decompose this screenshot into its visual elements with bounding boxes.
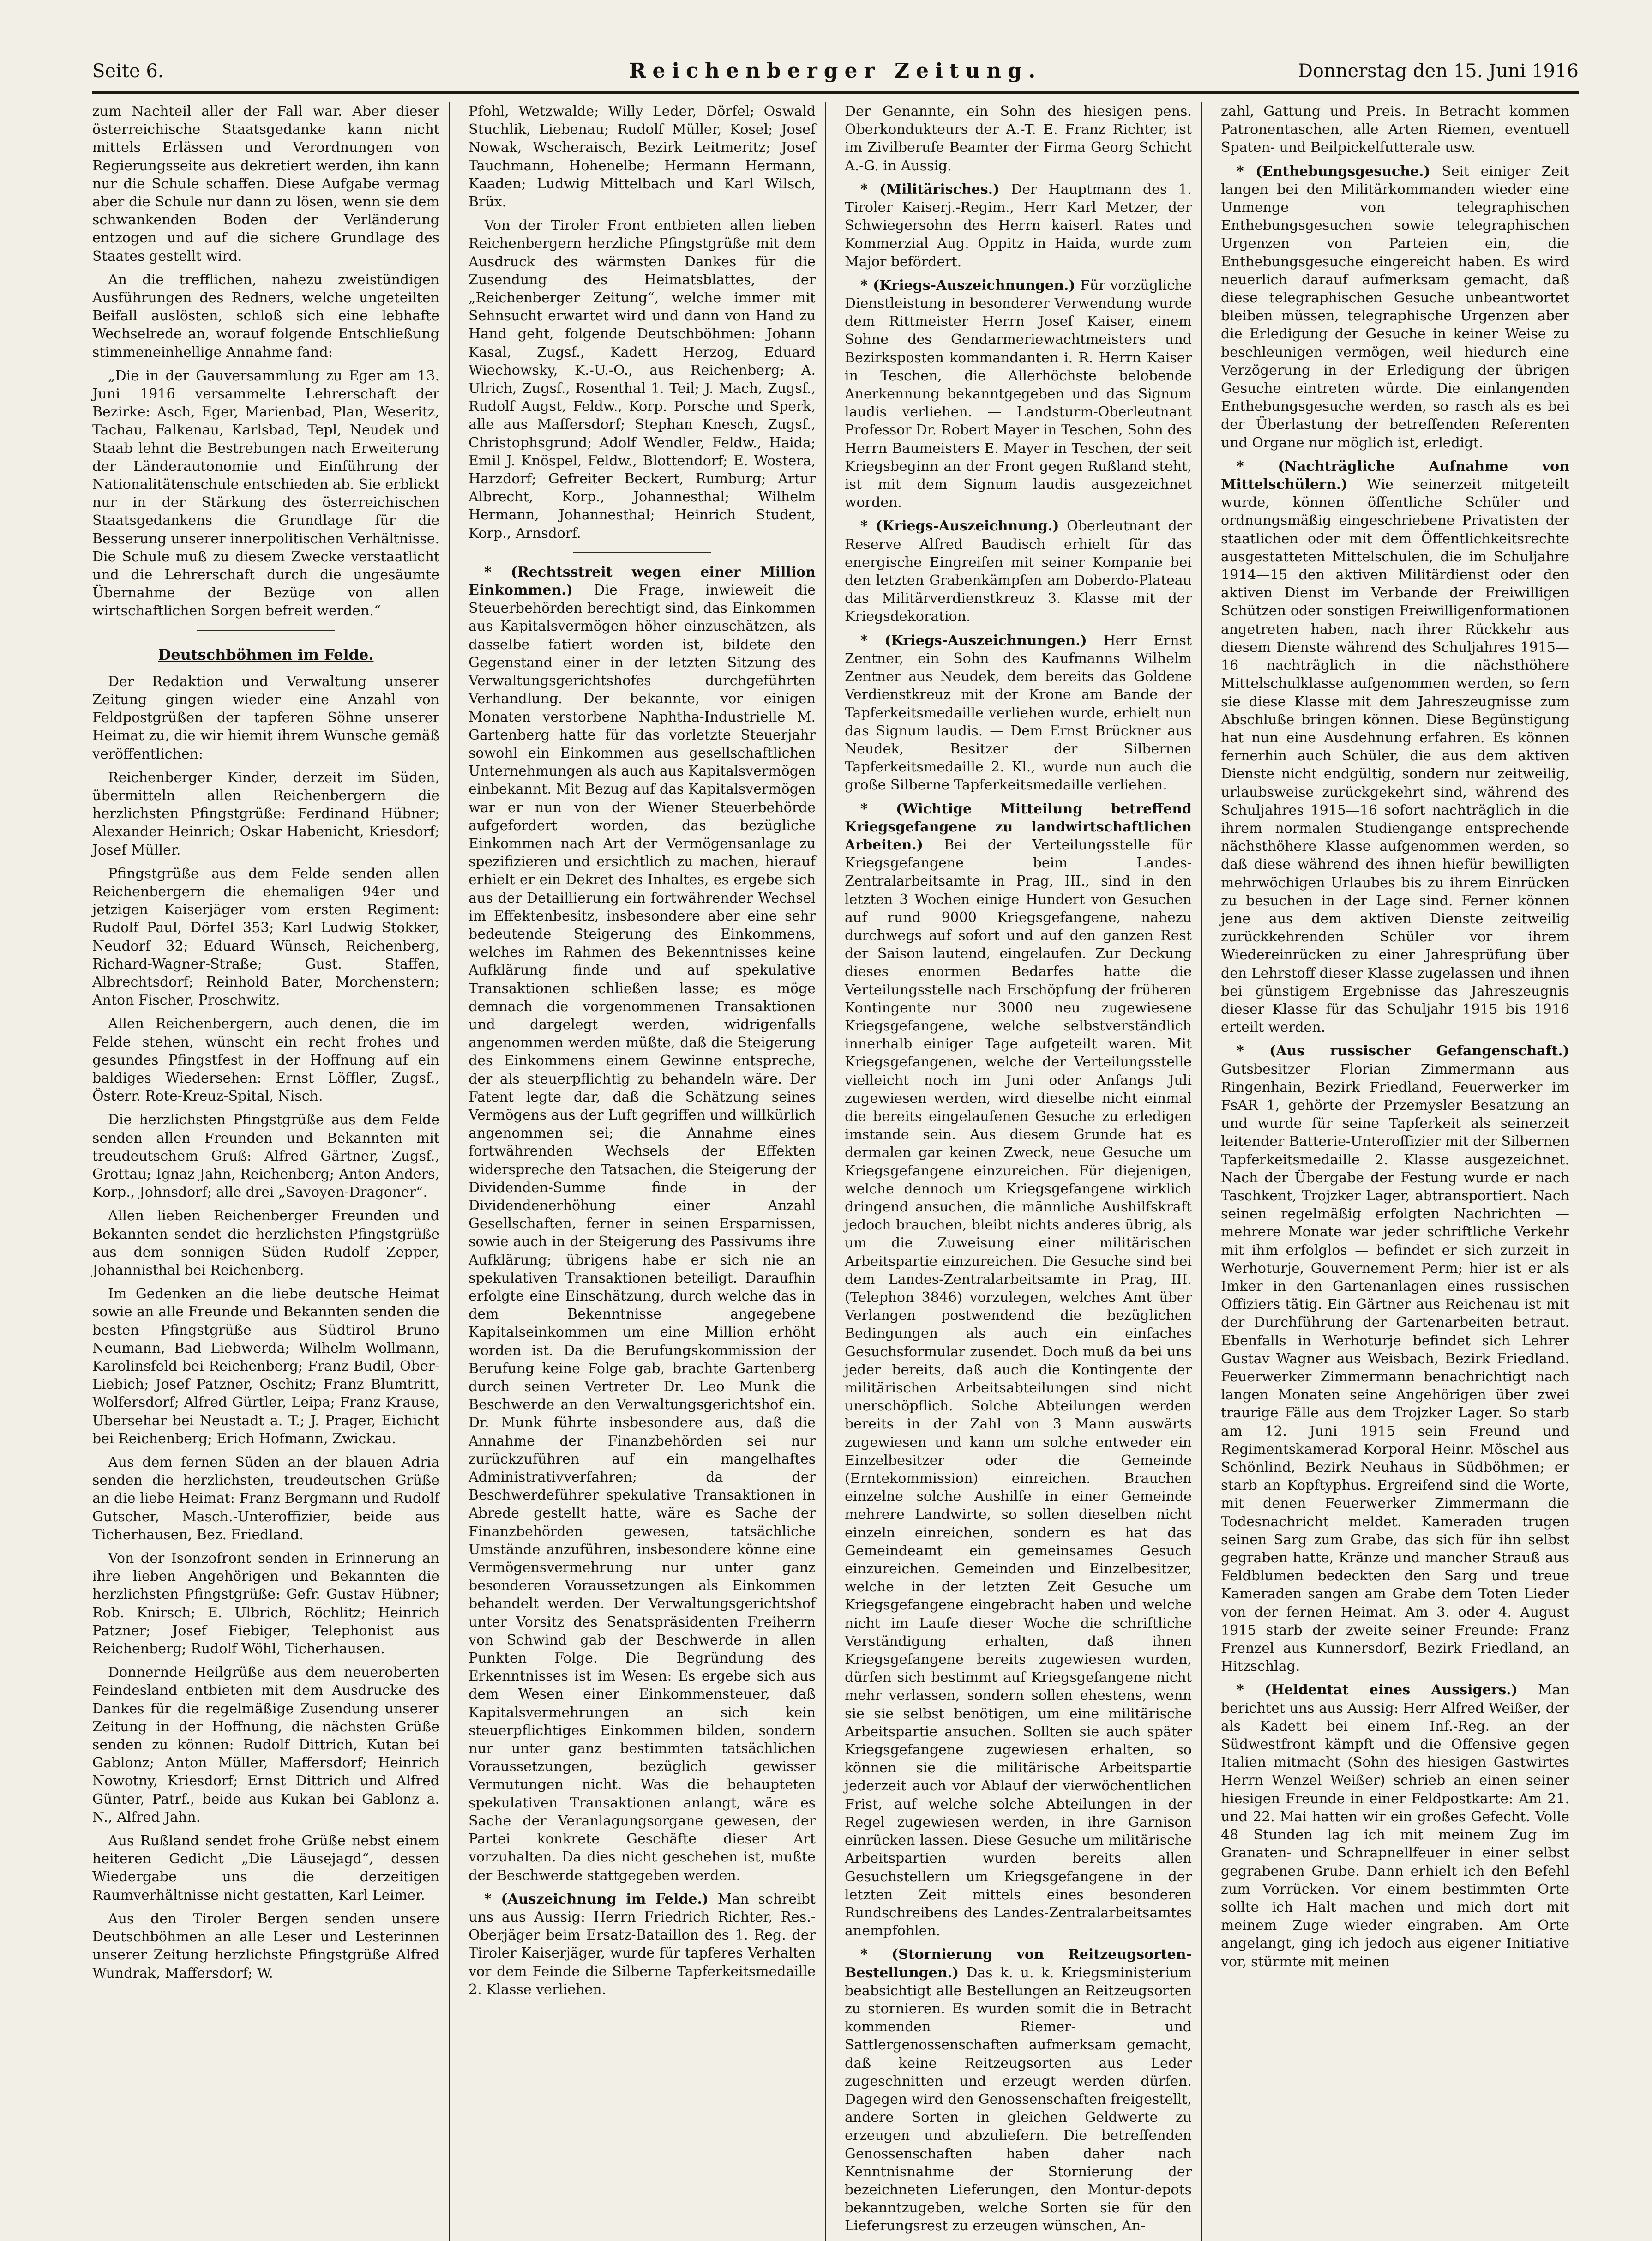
item-kicker: * (Stornierung von Reitzeugsorten-Bestellungen.) — [845, 1946, 1192, 1981]
news-item — [1221, 1042, 1569, 1675]
news-item — [469, 563, 816, 1885]
greeting-entry: Allen Reichenbergern, auch denen, die im Felde stehen, wünscht ein recht frohes und gesundes Pfingstfest in der Hoffnung auf ein baldiges Wiedersehen: Ernst Löffler, Zugsf., Österr. Rote-Kreuz-Spital, Nisch. — [92, 1016, 439, 1105]
news-item — [845, 181, 1192, 271]
item-body: Für vorzügliche Dienstleistung in besonderer Verwendung wurde dem Rittmeister Herrn Josef Kaiser, einem Sohne des Gendarmeriewachtmeisters und Bezirksposten kommandanten i. R. Herrn Kaiser in Teschen, die Allerhöchste belobende Anerkennung bekanntgegeben und das Signum laudis verliehen. — Landsturm-Oberleutnant Professor Dr. Robert Mayer in Teschen, Sohn des Herrn Baumeisters E. Mayer in Teschen, der seit Kriegsbeginn an der Front gegen Rußland steht, ist mit dem Signum laudis ausgezeichnet worden. — [845, 277, 1192, 511]
page-number: Seite 6. — [92, 60, 164, 82]
article-text: Der Redaktion und Verwaltung unserer Zeitung gingen wieder eine Anzahl von Feldpostgrüßen der tapferen Söhne unserer Heimat zu, die wir hiemit ihrem Wunsche gemäß veröffentlichen: — [92, 673, 439, 762]
item-kicker: * (Rechtsstreit wegen einer Million Einkommen.) — [469, 564, 816, 599]
column-1 — [92, 102, 450, 2241]
item-kicker: * (Heldentat eines Aussigers.) — [1237, 1682, 1518, 1699]
paper-title: Reichenberger Zeitung. — [629, 59, 1042, 83]
item-body: Bei der Verteilungsstelle für Kriegsgefangene beim Landes-Zentralarbeitsamte in Prag, III., sind in den letzten 3 Wochen einige Hundert von Gesuchen auf rund 9000 Kriegsgefangene, nahezu durchwegs auf sofort und auf den ganzen Rest der Saison lautend, eingelaufen. Zur Deckung dieses enormen Bedarfes hatte die Verteilungsstelle nach Erschöpfung der früheren Kontingente nur 3000 neu zugewiesene Kriegsgefangene, welche selbstverständlich innerhalb einiger Tage aufgeteilt waren. Mit Kriegsgefangenen, welche der Verteilungsstelle vielleicht noch im Juni oder Anfangs Juli zugewiesen werden, wird dieselbe nicht einmal die bereits eingelaufenen Gesuche zu erledigen imstande sein. Aus diesem Grunde hat es dermalen gar keinen Zweck, neue Gesuche um Kriegsgefangene einzureichen. Für diejenigen, welche dennoch um Kriegsgefangene wirklich dringend ansuchen, die männliche Aushilfskraft jedoch brauchen, bleibt nichts anderes übrig, als um die Zuweisung einer militärischen Arbeitspartie einzureichen. Die Gesuche sind bei dem Landes-Zentralarbeitsamte in Prag, III. (Telephon 3846) vorzulegen, welches Amt über Verlangen postwendend die bezüglichen Bedingungen als auch ein einfaches Gesuchsformular zusendet. Doch muß da bei uns jeder bereits, daß auch die Kontingente der militärischen Arbeitsabteilungen sind nicht unerschöpflich. Solche Abteilungen werden bereits in der Zahl von 3 Mann auswärts zugewiesen und kann um solche entweder ein Einzelbesitzer oder die Gemeinde (Erntekommission) einreichen. Brauchen einzelne solche Aushilfe in einer Gemeinde mehrere Landwirte, so sollen dieselben nicht einzeln einreichen, sondern es hat das Gemeindeamt ein gemeinsames Gesuch einzureichen. Gemeinden und Einzelbesitzer, welche in der letzten Zeit Gesuche um Kriegsgefangene eingebracht haben und welche nicht im Laufe dieser Woche die schriftliche Verständigung erhalten, daß ihnen Kriegsgefangene bereits zugewiesen wurden, dürfen sich bestimmt auf Kriegsgefangene nicht mehr verlassen, sondern sollen ehestens, wenn sie sie selbst benötigen, um eine militärische Arbeitspartie ansuchen. Sollten sie auch später Kriegsgefangene zugewiesen erhalten, so können sie die militärische Arbeitspartie jederzeit auch vor Ablauf der vierwöchentlichen Frist, auf welche solche Abteilungen in der Regel zugewiesen werden, in ihre Garnison einrücken lassen. Diese Gesuche um militärische Arbeitspartien wurden bereits allen Gesuchstellern um Kriegsgefangene in der letzten Zeit mittels eines besonderen Rundschreibens des Landes-Zentralarbeitsamtes anempfohlen. — [845, 837, 1192, 1940]
article-text: zahl, Gattung und Preis. In Betracht kommen Patronentaschen, alle Arten Riemen, eventuell Spaten- und Beilpickelfutterale usw. — [1221, 103, 1569, 156]
greeting-entry: Die herzlichsten Pfingstgrüße aus dem Felde senden allen Freunden und Bekannten mit treudeutschem Gruß: Alfred Gärtner, Zugsf., Grottau; Ignaz Jahn, Reichenberg; Anton Anders, Korp., Johnsdorf; alle drei „Savoyen-Dragoner“. — [92, 1112, 439, 1201]
news-item — [469, 1890, 816, 1999]
resolution-quote: „Die in der Gauversammlung zu Eger am 13. Juni 1916 versammelte Lehrerschaft der Bezirke: Asch, Eger, Marienbad, Plan, Weseritz, Tachau, Falkenau, Karlsbad, Tepl, Neudek und Staab lehnt die Bestrebungen nach Erweiterung der Länderautonomie und Einführung der Nationalitätenschule entschieden ab. Sie erblickt nur in der Stärkung des österreichischen Staatsgedankens die Grundlage für die Besserung unserer innerpolitischen Verhältnisse. Die Schule muß zu diesem Zwecke verstaatlicht und die Lehrerschaft durch die ungesäumte Übernahme der Bezüge von allen wirtschaftlichen Sorgen befreit werden.“ — [92, 367, 439, 620]
greeting-entry: Donnernde Heilgrüße aus dem neueroberten Feindesland entbieten mit dem Ausdrucke des Dankes für die regelmäßige Zusendung unserer Zeitung in der Hoffnung, die nächsten Grüße senden zu können: Rudolf Dittrich, Kutan bei Gablonz; Anton Müller, Maffersdorf; Heinrich Nowotny, Kriesdorf; Ernst Dittrich und Alfred Günter, Patrf., beide aus Kukan bei Gablonz a. N., Alfred Jahn. — [92, 1664, 439, 1825]
item-body: Die Frage, inwieweit die Steuerbehörden berechtigt sind, das Einkommen aus Kapitalsvermögen höher einzuschätzen, als dasselbe fatiert worden ist, bildete den Gegenstand einer in der letzten Sitzung des Verwaltungsgerichtshofes durchgeführten Verhandlung. Der bekannte, vor einigen Monaten verstorbene Naphtha-Industrielle M. Gartenberg hatte für das vorletzte Steuerjahr sowohl ein Einkommen aus gesellschaftlichen Unternehmungen als auch aus Kapitalsvermögen einbekannt. Mit Bezug auf das Kapitalsvermögen war er nun von der Wiener Steuerbehörde aufgefordert worden, das bezügliche Einkommen nach Art der Vermögensanlage zu spezifizieren und ersichtlich zu machen, hierauf erhielt er ein Dekret des Inhaltes, es ergebe sich aus der Detaillierung ein fortwährender Wechsel im Effektenbesitz, insbesondere aber eine sehr bedeutende Steigerung des Einkommens, welches im Rahmen des Bekenntnisses keine Aufklärung finde und auf spekulative Transaktionen schließen lasse; es möge demnach die vorgenommenen Transaktionen und dargelegt werden, widrigenfalls angenommen werden müßte, daß die Steigerung des Einkommens einem Gewinne entspreche, der als steuerpflichtig zu behandeln wäre. Der Fatent legte dar, daß die Schätzung seines Vermögens aus der Luft gegriffen und willkürlich angenommen sei; die Annahme eines fortwährenden Wechsels der Effekten widerspreche den Tatsachen, die Steigerung der Dividenden-Summe finde in der Dividendenerhöhung einer Anzahl Gesellschaften, ferner in seinen Ersparnissen, sowie auch in der Steigerung des Passivums ihre Aufklärung; übrigens habe er sich nie an spekulativen Transaktionen beteiligt. Daraufhin erfolgte eine Einschätzung, durch welche das in dem Bekenntnisse angegebene Kapitalseinkommen um eine Million erhöht worden ist. Da die Berufungskommission der Berufung keine Folge gab, brachte Gartenberg durch seinen Vertreter Dr. Leo Munk die Beschwerde an den Verwaltungsgerichtshof ein. Dr. Munk führte insbesondere aus, daß die Annahme der Finanzbehörden sei nur zurückzuführen auf ein mangelhaftes Administrativverfahren; da der Beschwerdeführer spekulative Transaktionen in Abrede gestellt hatte, wäre es Sache der Finanzbehörden gewesen, tatsächliche Umstände anzuführen, insbesondere könne eine Vermögensvermehrung nur unter ganz besonderen Voraussetzungen als Einkommen behandelt werden. Der Verwaltungsgerichtshof unter Vorsitz des Senatspräsidenten Freiherrn von Schwind gab der Beschwerde in allen Punkten Folge. Die Begründung des Erkenntnisses ist im Wesen: Es ergebe sich aus dem Wesen einer Einkommensteuer, daß Kapitalsvermehrungen an sich kein steuerpflichtiges Einkommen bilden, sondern nur unter ganz bestimmten tatsächlichen Voraussetzungen, bezüglich gewisser Vermutungen nicht. Was die behaupteten spekulativen Transaktionen anlangt, wäre es Sache der Veranlagungsorgane gewesen, der Partei konkrete Geschäfte dieser Art vorzuhalten. Da dies nicht geschehen ist, mußte der Beschwerde stattgegeben werden. — [469, 582, 816, 1884]
greeting-entry: Von der Isonzofront senden in Erinnerung an ihre lieben Angehörigen und Bekannten die herzlichsten Pfingstgrüße: Gefr. Gustav Hübner; Rob. Knirsch; E. Ulbrich, Röchlitz; Heinrich Patzner; Josef Fiebiger, Telephonist aus Reichenberg; Rudolf Wöhl, Ticherhausen. — [92, 1550, 439, 1657]
greeting-entry: Pfingstgrüße aus dem Felde senden allen Reichenbergern die ehemaligen 94er und jetzigen Kaiserjäger vom ersten Regiment: Rudolf Paul, Dörfel 353; Karl Ludwig Stokker, Neudorf 32; Eduard Wünsch, Reichenberg, Richard-Wagner-Straße; Gust. Staffen, Albrechtsdorf; Reinhold Bater, Morchenstern; Anton Fischer, Proschwitz. — [92, 865, 439, 1009]
greeting-entry: Im Gedenken an die liebe deutsche Heimat sowie an alle Freunde und Bekannten senden die besten Pfingstgrüße aus Südtirol Bruno Neumann, Bad Liebwerda; Wilhelm Wollmann, Karolinsfeld bei Reichenberg; Franz Budil, Ober-Liebich; Josef Patzner, Oschitz; Franz Blumtritt, Wolfersdorf; Alfred Gürtler, Leipa; Franz Krause, Ubersehar bei Neustadt a. T.; J. Prager, Eichicht bei Reichenberg; Erich Hofmann, Zwickau. — [92, 1286, 439, 1447]
news-item — [1221, 163, 1569, 452]
greeting-entry: Von der Tiroler Front entbieten allen lieben Reichenbergern herzliche Pfingstgrüße mit dem Ausdruck des wärmsten Dankes für die Zusendung des Heimatsblattes, der „Reichenberger Zeitung“, welche immer mit Sehnsucht erwartet wird und dann von Hand zu Hand geht, folgende Deutschböhmen: Johann Kasal, Zugsf., Kadett Herzog, Eduard Wiechowsky, K.-U.-O., aus Reichenberg; A. Ulrich, Zugsf., Rosenthal 1. Teil; J. Mach, Zugsf., Rudolf Augst, Feldw., Korp. Porsche und Sperk, alle aus Maffersdorf; Stephan Knesch, Zugsf., Christophsgrund; Adolf Wendler, Feldw., Haida; Emil J. Knöspel, Feldw., Blottendorf; E. Wostera, Harzdorf; Gefreiter Beckert, Rumburg; Artur Albrecht, Korp., Johannesthal; Wilhelm Hermann, Johannesthal; Heinrich Student, Korp., Arnsdorf. — [469, 217, 816, 542]
item-kicker: * (Auszeichnung im Felde.) — [484, 1891, 709, 1907]
news-item — [1221, 1681, 1569, 1970]
item-kicker: * (Enthebungsgesuche.) — [1237, 163, 1430, 180]
issue-date: Donnerstag den 15. Juni 1916 — [1298, 60, 1579, 82]
news-item — [845, 632, 1192, 795]
greeting-entry: Reichenberger Kinder, derzeit im Süden, übermitteln allen Reichenbergern die herzlichsten Pfingstgrüße: Ferdinand Hübner; Alexander Heinrich; Oskar Habenicht, Kriesdorf; Josef Müller. — [92, 769, 439, 858]
news-item — [1221, 458, 1569, 1037]
news-item — [845, 517, 1192, 626]
item-kicker: * (Kriegs-Auszeichnung.) — [860, 518, 1059, 535]
item-kicker: * (Aus russischer Gefangenschaft.) — [1237, 1043, 1569, 1060]
greeting-entry: Aus Rußland sendet frohe Grüße nebst einem heiteren Gedicht „Die Läusejagd“, dessen Wiedergabe uns die derzeitigen Raumverhältnisse nicht gestatten, Karl Leimer. — [92, 1833, 439, 1904]
item-body: Gutsbesitzer Florian Zimmermann aus Ringenhain, Bezirk Friedland, Feuerwerker im FsAR 1, gehörte der Przemysler Besatzung an und wurde für seine Tapferkeit als seinerzeit leitender Batterie-Unteroffizier mit der Silbernen Tapferkeitsmedaille 2. Klasse ausgezeichnet. Nach der Übergabe der Festung wurde er nach Taschkent, Trojzker Lager, abtransportiert. Nach seinen regelmäßig erfolgten Nachrichten — mehrere Monate war jeder schriftliche Verkehr mit ihm erfolglos — befindet er sich zurzeit in Werhoturje, Gouvernement Perm; hier ist er als Imker in den Gartenanlagen eines russischen Offiziers tätig. Ein Gärtner aus Reichenau ist mit der Durchführung der Gartenarbeiten betraut. Ebenfalls in Werhoturje befindet sich Lehrer Gustav Wagner aus Weisbach, Bezirk Friedland. Feuerwerker Zimmermann benachrichtigt nach langen Monaten seine Angehörigen über zwei traurige Fälle aus dem Trojzker Lager. So starb am 12. Juni 1915 sein Freund und Regimentskamerad Korporal Heinr. Möschel aus Schönlind, Bezirk Neuhaus in Südböhmen; er starb an Kopftyphus. Ergreifend sind die Worte, mit denen Feuerwerker Zimmermann die Todesnachricht meldet. Kameraden trugen seinen Sarg zum Grabe, das sich für ihn selbst gegraben hatte, Kränze und mancher Strauß aus Feldblumen bedeckten den Sarg und treue Kameraden sangen am Grabe dem Toten Lieder von der fernen Heimat. Am 3. oder 4. August 1915 starb der zweite seiner Freunde: Franz Frenzel aus Kunnersdorf, Bezirk Friedland, an Hitzschlag. — [1221, 1061, 1569, 1675]
item-kicker: * (Kriegs-Auszeichnungen.) — [860, 277, 1075, 294]
item-kicker: * (Nachträgliche Aufnahme von Mittelschülern.) — [1221, 458, 1569, 493]
item-body: Wie seinerzeit mitgeteilt wurde, können öffentliche Schüler und ordnungsmäßig eingeschriebene Privatisten der staatlichen oder mit dem Öffentlichkeitsrechte ausgestatteten Mittelschulen, die im Schuljahre 1914—15 den aktiven Militärdienst oder den aktiven Dienst im Verbande der Freiwilligen Schützen oder sonstigen Freiwilligenformationen angetreten haben, nach ihrer Rückkehr aus diesem Dienste während des Schuljahres 1915—16 nachträglich in die nächsthöhere Mittelschulklasse aufgenommen werden, so fern sie diese Klasse mit dem Jahreszeugnisse zum Abschluße bringen können. Diese Begünstigung hat nun eine Ausdehnung erfahren. Es können fernerhin auch Schüler, die aus dem aktiven Dienste nicht endgültig, sondern nur zeitweilig, urlaubsweise zurückgekehrt sind, während des Schuljahres 1915—16 sofort nachträglich in die ihrem normalen Studiengange entsprechende nächsthöhere Klasse aufgenommen werden, so daß diese während des ihnen hiefür bewilligten mehrwöchigen Urlaubes bis zu ihrem Einrücken zu besuchen in der Lage sind. Ferner können jene aus dem aktiven Dienste zeitweilig zurückkehrenden Schüler vor ihrem Wiedereinrücken zu einer Jahresprüfung über den Lehrstoff dieser Klasse zugelassen und ihnen bei günstigem Ergebnisse das Jahreszeugnis dieser Klasse für das Schuljahr 1915 bis 1916 erteilt werden. — [1221, 476, 1569, 1036]
item-body: Seit einiger Zeit langen bei den Militärkommanden wieder eine Unmenge von telegraphischen Enthebungsgesuchen sowie telegraphischen Urgenzen von Parteien ein, die Enthebungsgesuche eingereicht haben. Es wird neuerlich darauf aufmerksam gemacht, daß diese telegraphischen Gesuche unbeantwortet bleiben müssen, telegraphische Urgenzen aber die Erledigung der Gesuche in keiner Weise zu beschleunigen vermögen, weil hiedurch eine Verzögerung in der Erledigung der übrigen Gesuche eintreten würde. Die einlangenden Enthebungsgesuche werden, so rasch als es bei der Überlastung der betreffenden Referenten und Organe nur möglich ist, erledigt. — [1221, 163, 1569, 451]
greeting-entry: Pfohl, Wetzwalde; Willy Leder, Dörfel; Oswald Stuchlik, Liebenau; Rudolf Müller, Kosel; Josef Nowak, Wscheraisch, Bezirk Leitmeritz; Josef Tauchmann, Hohenelbe; Hermann Hermann, Kaaden; Ludwig Mittelbach und Karl Wilsch, Brüx. — [469, 103, 816, 211]
masthead — [92, 54, 1579, 94]
item-body: Der Hauptmann des 1. Tiroler Kaiserj.-Regim., Herr Karl Metzer, der Schwiegersohn des Herrn kaiserl. Rates und Kommerzial Aug. Oppitz in Haida, wurde zum Major befördert. — [845, 181, 1192, 270]
item-kicker: * (Militärisches.) — [860, 181, 1000, 198]
article-text: An die trefflichen, nahezu zweistündigen Ausführungen des Redners, welche ungeteilten Beifall auslösten, schloß sich eine lebhafte Wechselrede an, worauf folgende Entschließung stimmeneinhellige Annahme fand: — [92, 271, 439, 361]
news-item — [845, 800, 1192, 1940]
column-4 — [1221, 102, 1579, 2241]
columns — [92, 102, 1579, 2235]
item-kicker: * (Wichtige Mitteilung betreffend Kriegsgefangene zu landwirtschaftlichen Arbeiten.) — [845, 801, 1192, 853]
item-body: Man berichtet uns aus Aussig: Herr Alfred Weißer, der als Kadett bei einem Inf.-Reg. an der Südwestfront kämpft und die Offensive gegen Italien mitmacht (Sohn des hiesigen Gastwirtes Herrn Wenzel Weißer) schrieb an einen seiner hiesigen Freunde in einer Feldpostkarte: Am 21. und 22. Mai hatten wir ein großes Gefecht. Volle 48 Stunden lag ich mit meinem Zug im Granaten- und Schrapnellfeuer in einer selbst gegrabenen Grube. Dann erhielt ich den Befehl zum Vorrücken. Vor einem bestimmten Orte sollte ich Halt machen und mich dort mit meinem Zuge wieder eingraben. Am Orte angelangt, ging ich jedoch aus eigener Initiative vor, stürmte mit meinen — [1221, 1682, 1569, 1970]
news-item — [845, 1946, 1192, 2235]
greeting-entry: Allen lieben Reichenberger Freunden und Bekannten sendet die herzlichsten Pfingstgrüße aus dem sonnigen Süden Rudolf Zepper, Johannisthal bei Reichenberg. — [92, 1208, 439, 1278]
news-item — [845, 277, 1192, 512]
article-text: Der Genannte, ein Sohn des hiesigen pens. Oberkondukteurs der A.-T. E. Franz Richter, ist im Zivilberufe Beamter der Firma Georg Schicht A.-G. in Aussig. — [845, 103, 1192, 174]
section-divider — [573, 552, 712, 553]
item-body: Oberleutnant der Reserve Alfred Baudisch erhielt für das energische Eingreifen mit seiner Kompanie bei den letzten Grabenkämpfen am Doberdo-Plateau das Militärverdienstkreuz 3. Klasse mit der Kriegsdekoration. — [845, 518, 1192, 625]
item-body: Herr Ernst Zentner, ein Sohn des Kaufmanns Wilhelm Zentner aus Neudek, dem bereits das Goldene Verdienstkreuz mit der Krone am Bande der Tapferkeitsmedaille verliehen wurde, erhielt nun das Signum laudis. — Dem Ernst Brückner aus Neudek, Besitzer der Silbernen Tapferkeitsmedaille 2. Kl., wurde nun auch die große Silberne Tapferkeitsmedaille verliehen. — [845, 632, 1192, 794]
section-divider — [197, 630, 336, 631]
section-heading: Deutschböhmen im Felde. — [158, 645, 374, 663]
column-2 — [469, 102, 826, 2241]
greeting-entry: Aus dem fernen Süden an der blauen Adria senden die herzlichsten, treudeutschen Grüße an die liebe Heimat: Franz Bergmann und Rudolf Gutscher, Masch.-Unteroffizier, beide aus Ticherhausen, Bez. Friedland. — [92, 1454, 439, 1543]
item-kicker: * (Kriegs-Auszeichnungen.) — [860, 632, 1087, 649]
item-body: Das k. u. k. Kriegsministerium beabsichtigt alle Bestellungen an Reitzeugsorten zu stornieren. Es wurden somit die in Betracht kommenden Riemer- und Sattlergenossenschaften aufmerksam gemacht, daß keine Reitzeugsorten aus Leder zugeschnitten und erzeugt werden dürfen. Dagegen wird den Genossenschaften freigestellt, andere Sorten in gleichen Geldwerte zu erzeugen und abzuliefern. Die betreffenden Genossenschaften haben daher nach Kenntnisnahme der Stornierung der bezeichneten Lieferungen, den Montur-depots bekanntzugeben, welche Sorten sie für den Lieferungsrest zu erzeugen wünschen, An- — [845, 1964, 1192, 2235]
article-text: zum Nachteil aller der Fall war. Aber dieser österreichische Staatsgedanke kann nicht mittels Erlässen und Verordnungen von Regierungsseite aus dekretiert werden, ihn kann nur die Schule schaffen. Diese Aufgabe vermag aber die Schule nur dann zu lösen, wenn sie dem schwankenden Boden der Verländerung entzogen und auf die sichere Grundlage des Staates gestellt wird. — [92, 103, 439, 265]
column-3 — [845, 102, 1202, 2241]
greeting-entry: Aus den Tiroler Bergen senden unsere Deutschböhmen an alle Leser und Lesterinnen unserer Zeitung herzlichste Pfingstgrüße Alfred Wundrak, Maffersdorf; W. — [92, 1910, 439, 1982]
item-body: Man schreibt uns aus Aussig: Herrn Friedrich Richter, Res.-Oberjäger beim Ersatz-Bataillon des 1. Reg. der Tiroler Kaiserjäger, wurde für tapferes Verhalten vor dem Feinde die Silberne Tapferkeitsmedaille 2. Klasse verliehen. — [469, 1891, 816, 1998]
